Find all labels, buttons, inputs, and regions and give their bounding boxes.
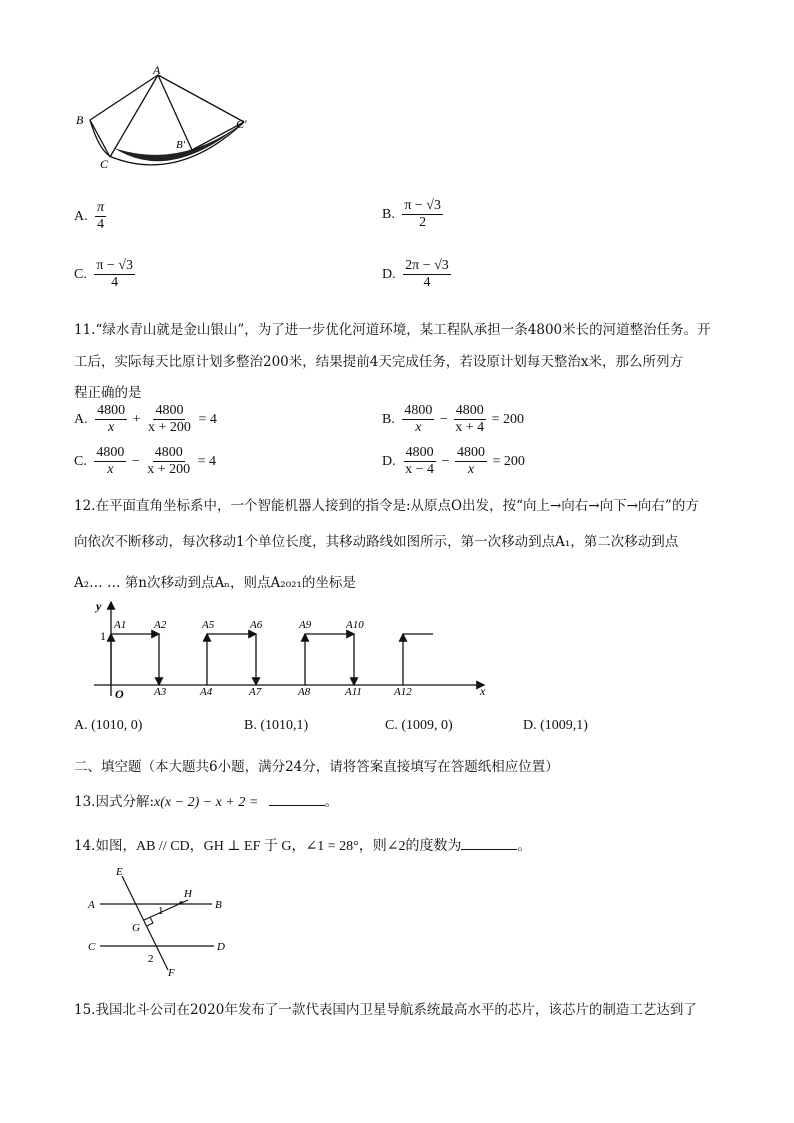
option-label: C. — [74, 453, 87, 469]
label-E: E — [116, 866, 123, 878]
q12-option-d[interactable]: D. (1009,1) — [523, 718, 588, 733]
q14-condition: AB // CD，GH ⊥ EF 于 G，∠1 = 28°，则∠2的度数为 — [135, 839, 462, 854]
denominator: 4 — [111, 275, 119, 291]
denominator: x + 200 — [147, 462, 191, 478]
q12-option-a[interactable]: A. (1010, 0) — [74, 718, 143, 733]
q10-option-d[interactable] — [382, 258, 453, 291]
q13-suffix: 。 — [324, 794, 339, 810]
numerator: 4800 — [153, 403, 185, 420]
label-angle-2: 2 — [148, 953, 154, 965]
segment-GH — [144, 900, 188, 920]
label-A12: A12 — [394, 686, 412, 698]
fraction — [145, 445, 192, 478]
segment-AB2 — [158, 75, 192, 150]
segment-AC2 — [158, 75, 244, 122]
denominator: 4 — [97, 217, 105, 233]
q14-answer-blank[interactable] — [461, 849, 517, 850]
label-B: B — [76, 113, 84, 127]
denominator: x + 4 — [455, 420, 485, 436]
label-C-prime: C' — [236, 117, 247, 131]
q14-prefix: 14.如图， — [74, 838, 136, 854]
label-B: B — [215, 899, 222, 911]
numerator: 4800 — [455, 445, 487, 462]
q12-option-c[interactable]: C. (1009, 0) — [385, 718, 453, 733]
option-label: B. — [382, 206, 395, 222]
q12-line-2: 向依次不断移动，每次移动1个单位长度，其移动路线如图所示，第一次移动到点A₁，第二次移动到点 — [74, 534, 679, 550]
numerator: 4800 — [404, 445, 436, 462]
q14-figure — [84, 862, 244, 980]
fraction — [94, 445, 126, 478]
denominator: x — [107, 462, 114, 478]
operator: − — [131, 453, 140, 469]
operator: − — [441, 453, 450, 469]
tick-1: 1 — [100, 629, 106, 643]
fraction — [95, 200, 106, 233]
rhs: = 200 — [491, 411, 525, 427]
q10-figure — [70, 62, 260, 180]
numerator: 4800 — [153, 445, 185, 462]
label-C: C — [88, 941, 96, 953]
q14 — [74, 834, 531, 855]
origin-label: O — [115, 687, 124, 700]
label-A3: A3 — [154, 686, 167, 698]
y-axis-label: y — [96, 599, 102, 613]
numerator: π − √3 — [402, 198, 443, 215]
x-axis-label: x — [480, 684, 486, 698]
q15-line-1: 15.我国北斗公司在2020年发布了一款代表国内卫星导航系统最高水平的芯片，该芯片的制造工艺达到了 — [74, 1002, 697, 1018]
q11-option-d[interactable] — [382, 445, 525, 478]
q11-option-b[interactable] — [382, 403, 524, 436]
q13-expression: x(x − 2) − x + 2 = — [154, 795, 259, 810]
numerator: π — [95, 200, 106, 217]
label-A1: A1 — [114, 619, 127, 631]
numerator: 4800 — [454, 403, 486, 420]
option-label: A. — [74, 411, 88, 427]
denominator: x — [415, 420, 422, 436]
option-label: A. — [74, 208, 88, 224]
numerator: 2π − √3 — [403, 258, 451, 275]
denominator: 4 — [423, 275, 431, 291]
segment-AC — [110, 75, 158, 157]
q11-line-3: 程正确的是 — [74, 385, 142, 401]
fraction — [146, 403, 193, 436]
label-A6: A6 — [250, 619, 263, 631]
label-A5: A5 — [202, 619, 215, 631]
rhs: = 4 — [198, 411, 217, 427]
q13-prefix: 13.因式分解: — [74, 794, 155, 810]
q11-option-c[interactable] — [74, 445, 216, 478]
q12-line-3: A₂… … 第n次移动到点Aₙ，则点A₂₀₂₁的坐标是 — [74, 575, 356, 591]
q14-suffix: 。 — [517, 838, 531, 854]
rhs: = 4 — [197, 453, 217, 469]
numerator: 4800 — [95, 403, 127, 420]
label-A7: A7 — [249, 686, 262, 698]
label-A8: A8 — [298, 686, 311, 698]
q11-option-a[interactable] — [74, 403, 217, 436]
label-A9: A9 — [299, 619, 312, 631]
operator: + — [132, 411, 141, 427]
label-B-prime: B' — [176, 139, 186, 151]
q10-option-b[interactable] — [382, 198, 445, 231]
label-D: D — [217, 941, 225, 953]
q10-option-a[interactable] — [74, 200, 108, 233]
q10-option-c[interactable] — [74, 258, 137, 291]
option-label: D. — [382, 453, 396, 469]
q11-line-1: 11.“绿水青山就是金山银山”，为了进一步优化河道环境，某工程队承担一条4800米长的河道整治任务。开 — [74, 322, 711, 338]
q12-figure — [84, 598, 494, 700]
label-G: G — [132, 922, 140, 934]
fraction — [403, 445, 436, 478]
option-label: B. — [382, 411, 395, 427]
operator: − — [439, 411, 448, 427]
option-label: D. — [382, 266, 396, 282]
fraction — [403, 258, 451, 291]
rhs: = 200 — [492, 453, 525, 469]
fraction — [94, 258, 135, 291]
fraction — [402, 198, 443, 231]
label-H: H — [184, 888, 192, 900]
q12-line-1: 12.在平面直角坐标系中，一个智能机器人接到的指令是:从原点O出发，按“向上→向右→向下→向右”的方 — [74, 498, 699, 514]
q12-option-b[interactable]: B. (1010,1) — [244, 718, 309, 733]
fraction — [453, 403, 486, 436]
q11-line-2: 工后，实际每天比原计划多整治200米，结果提前4天完成任务，若设原计划每天整治x米，那么所列方 — [74, 354, 683, 370]
label-A: A — [153, 63, 161, 77]
segment-BC — [90, 120, 110, 157]
fraction — [455, 445, 487, 478]
fraction — [402, 403, 434, 436]
section-2-heading: 二、填空题（本大题共6小题，满分24分，请将答案直接填写在答题纸相应位置） — [74, 759, 559, 775]
label-C: C — [100, 157, 109, 171]
label-A10: A10 — [346, 619, 364, 631]
label-angle-1: 1 — [158, 905, 164, 917]
option-label: C. — [74, 266, 87, 282]
numerator: 4800 — [94, 445, 126, 462]
q13 — [74, 790, 338, 811]
label-A11: A11 — [345, 686, 362, 698]
denominator: 2 — [419, 215, 427, 231]
segment-AB — [90, 75, 158, 120]
denominator: x — [467, 462, 475, 478]
numerator: π − √3 — [94, 258, 135, 275]
label-F: F — [168, 967, 175, 979]
fraction — [95, 403, 127, 436]
denominator: x — [108, 420, 115, 436]
label-A4: A4 — [200, 686, 213, 698]
line-EF — [122, 876, 168, 970]
q13-answer-blank[interactable] — [269, 805, 325, 806]
label-A: A — [88, 899, 95, 911]
denominator: x + 200 — [148, 420, 191, 436]
label-A2: A2 — [154, 619, 167, 631]
numerator: 4800 — [402, 403, 434, 420]
denominator: x − 4 — [405, 462, 435, 478]
